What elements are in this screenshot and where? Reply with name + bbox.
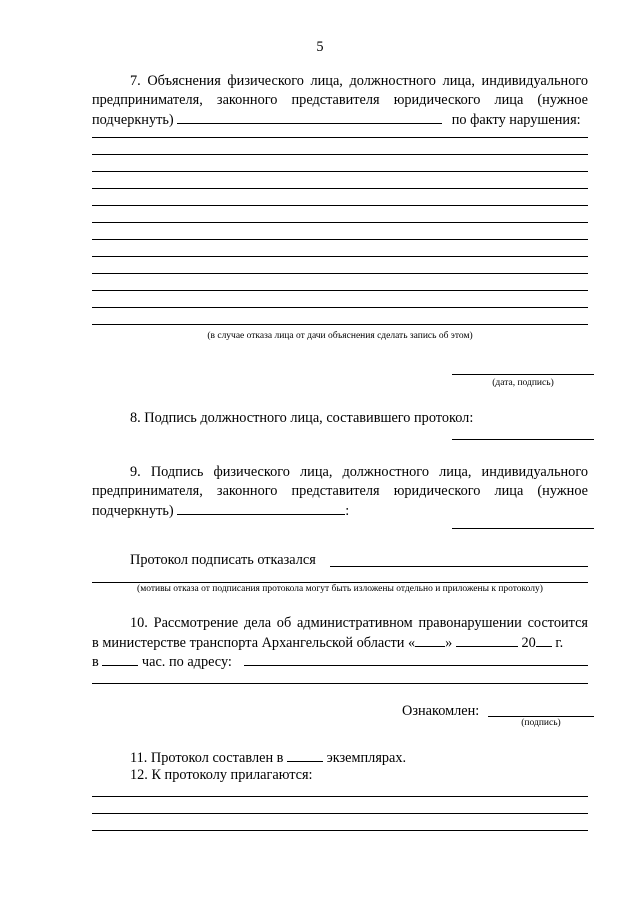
- explanation-line[interactable]: [92, 137, 588, 138]
- section-10-line-3: [92, 652, 232, 671]
- section-9-line-3: [92, 501, 349, 520]
- explanation-line[interactable]: [92, 205, 588, 206]
- section-9-underline-hint: подчеркнуть): [92, 503, 174, 519]
- date-signature-line[interactable]: [452, 374, 594, 375]
- refused-label: Протокол подписать отказался: [130, 552, 316, 568]
- section-10-line-2: [92, 633, 563, 652]
- year-suffix: г.: [555, 635, 564, 651]
- hour-blank[interactable]: [102, 652, 138, 666]
- refusal-reason-line[interactable]: [92, 582, 588, 583]
- explanation-line[interactable]: [92, 290, 588, 291]
- explanation-line[interactable]: [92, 273, 588, 274]
- copies-label: 11. Протокол составлен в: [130, 750, 284, 766]
- address-line[interactable]: [244, 665, 588, 666]
- section-7-line-1: 7. Объяснения физического лица, должностного лица, индивидуального: [130, 73, 588, 89]
- refusal-caption: (мотивы отказа от подписания протокола могут быть изложены отдельно и приложены к протоколу): [137, 584, 543, 594]
- explanation-line[interactable]: [92, 154, 588, 155]
- explanation-line[interactable]: [92, 188, 588, 189]
- signer-signature-line[interactable]: [452, 528, 594, 529]
- attachments-line[interactable]: [92, 830, 588, 831]
- explanation-subject-blank[interactable]: [177, 110, 442, 124]
- section-9-line-2: предпринимателя, законного представителя юридического лица (нужное: [92, 483, 588, 499]
- section-7-line-2: предпринимателя, законного представителя юридического лица (нужное: [92, 92, 588, 108]
- section-7-underline-hint: подчеркнуть): [92, 112, 174, 128]
- refusal-note: (в случае отказа лица от дачи объяснения сделать запись об этом): [207, 331, 473, 341]
- explanation-line[interactable]: [92, 307, 588, 308]
- explanation-line[interactable]: [92, 171, 588, 172]
- explanation-line[interactable]: [92, 222, 588, 223]
- section-10-line-1: 10. Рассмотрение дела об административном правонарушении состоится: [130, 615, 588, 631]
- month-blank[interactable]: [456, 633, 518, 647]
- section-7-fact-label: по факту нарушения:: [451, 112, 581, 128]
- section-9-line-1: 9. Подпись физического лица, должностного лица, индивидуального: [130, 464, 588, 480]
- ministry-text: в министерстве транспорта Архангельской области «: [92, 635, 416, 651]
- explanation-line[interactable]: [92, 239, 588, 240]
- acquainted-caption: (подпись): [521, 718, 561, 728]
- quote-close: »: [445, 635, 453, 651]
- section-9-colon: :: [345, 503, 350, 519]
- acquainted-label: Ознакомлен:: [402, 703, 480, 719]
- copies-count-blank[interactable]: [287, 748, 323, 762]
- address-line-2[interactable]: [92, 683, 588, 684]
- address-label: час. по адресу:: [141, 654, 232, 670]
- year-prefix: 20: [521, 635, 536, 651]
- explanation-line[interactable]: [92, 256, 588, 257]
- attachments-line[interactable]: [92, 813, 588, 814]
- signer-subject-blank[interactable]: [177, 501, 345, 515]
- refused-line[interactable]: [330, 566, 588, 567]
- year-blank[interactable]: [536, 633, 552, 647]
- acquainted-signature-line[interactable]: [488, 716, 594, 717]
- time-prefix: в: [92, 654, 99, 670]
- copies-suffix: экземплярах.: [326, 750, 407, 766]
- explanation-line[interactable]: [92, 324, 588, 325]
- section-7-line-3: [92, 110, 581, 129]
- page-number: 5: [316, 39, 324, 55]
- section-8-text: 8. Подпись должностного лица, составившего протокол:: [130, 410, 474, 426]
- section-12-text: 12. К протоколу прилагаются:: [130, 767, 313, 783]
- attachments-line[interactable]: [92, 796, 588, 797]
- section-11-text: [130, 748, 406, 767]
- official-signature-line[interactable]: [452, 439, 594, 440]
- date-signature-caption: (дата, подпись): [492, 378, 554, 388]
- day-blank[interactable]: [415, 633, 445, 647]
